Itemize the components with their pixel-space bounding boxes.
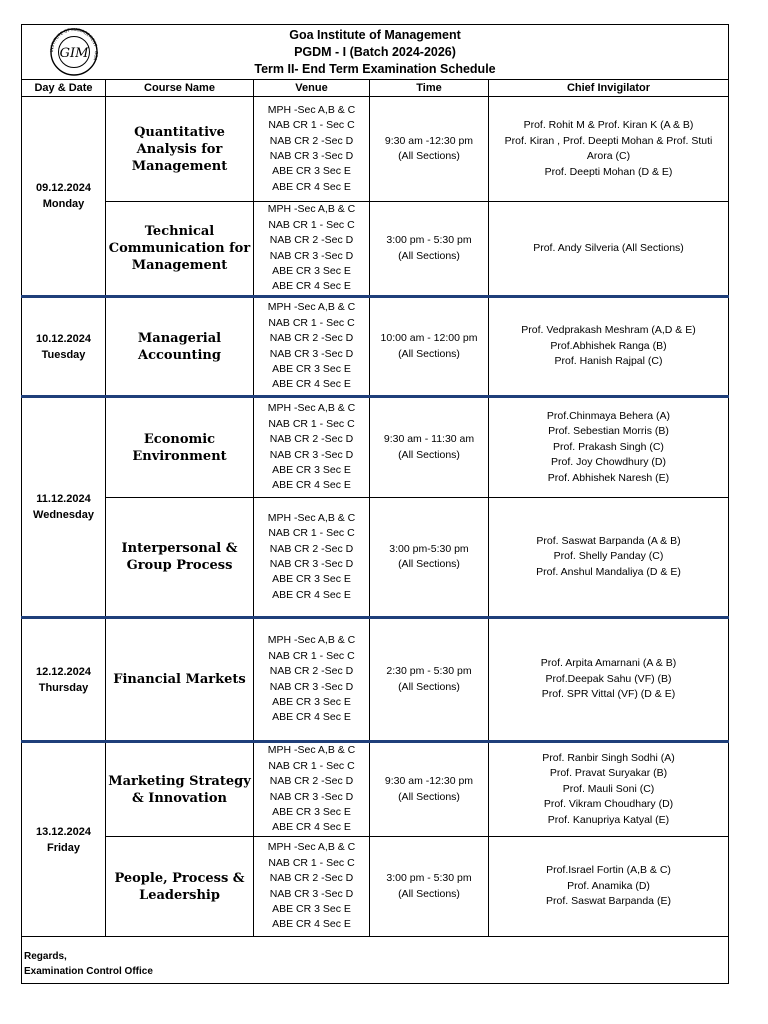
venue-item: NAB CR 2 -Sec D — [269, 332, 354, 345]
course-name: Managerial Accounting — [106, 297, 254, 397]
day-date-cell — [22, 297, 106, 397]
venue-item: NAB CR 3 -Sec D — [269, 887, 354, 900]
invigilator-entry: Prof.Israel Fortin (A,B & C) — [546, 864, 671, 877]
venue-item: ABE CR 4 Sec E — [272, 821, 351, 834]
exam-time: 9:30 am - 11:30 am — [383, 433, 475, 445]
exam-row — [22, 498, 729, 618]
gim-logo-icon — [42, 28, 106, 76]
exam-row — [22, 397, 729, 498]
venue-item: ABE CR 4 Sec E — [272, 711, 351, 724]
col-course-name: Course Name — [106, 80, 254, 97]
day-date-cell — [22, 97, 106, 297]
invigilator-cell — [489, 97, 729, 202]
venue-item: NAB CR 3 -Sec D — [269, 558, 354, 570]
invigilator-entry: Prof. Prakash Singh (C) — [553, 440, 664, 453]
col-chief-invigilator: Chief Invigilator — [489, 80, 729, 97]
invigilator-entry: Prof. Ranbir Singh Sodhi (A) — [542, 751, 675, 764]
venue-item: ABE CR 4 Sec E — [272, 280, 351, 293]
venue-item: MPH -Sec A,B & C — [267, 841, 356, 854]
venue-cell — [254, 742, 370, 837]
venue-cell — [254, 202, 370, 297]
exam-row — [22, 297, 729, 397]
col-day-date: Day & Date — [22, 80, 106, 97]
col-venue: Venue — [254, 80, 370, 97]
invigilator-entry: Prof. Joy Chowdhury (D) — [551, 456, 666, 469]
time-note: (All Sections) — [398, 887, 460, 900]
exam-weekday: Monday — [42, 198, 85, 210]
exam-weekday: Friday — [46, 841, 80, 854]
invigilator-entry: Prof. Rohit M & Prof. Kiran K (A & B) — [523, 119, 694, 131]
time-cell — [370, 837, 489, 937]
venue-item: NAB CR 1 - Sec C — [268, 527, 355, 540]
time-cell — [370, 742, 489, 837]
day-date-cell — [22, 742, 106, 937]
time-note: (All Sections) — [398, 249, 460, 262]
venue-item: ABE CR 3 Sec E — [272, 463, 351, 476]
venue-item: ABE CR 3 Sec E — [272, 165, 351, 178]
invigilator-entry: Prof. Kiran , Prof. Deepti Mohan & Prof. Stuti Arora (C) — [504, 134, 713, 162]
exam-time: 9:30 am -12:30 pm — [384, 134, 474, 147]
exam-date: 11.12.2024 — [36, 493, 91, 505]
invigilator-entry: Prof. Vedprakash Meshram (A,D & E) — [521, 324, 696, 337]
exam-time: 3:00 pm - 5:30 pm — [386, 872, 472, 884]
venue-item: ABE CR 3 Sec E — [272, 362, 351, 375]
document-header — [22, 25, 729, 80]
exam-row — [22, 742, 729, 837]
exam-row — [22, 618, 729, 742]
time-cell — [370, 297, 489, 397]
time-note: (All Sections) — [398, 150, 460, 162]
venue-item: MPH -Sec A,B & C — [267, 301, 356, 314]
time-cell — [370, 202, 489, 297]
time-cell — [370, 97, 489, 202]
exam-date: 13.12.2024 — [35, 825, 92, 838]
invigilator-entry: Prof. Anamika (D) — [567, 879, 650, 892]
course-name: Technical Communication for Management — [106, 202, 254, 297]
logo-ring-text: INSTITUTE OF MANAGEMENT · GOA · — [48, 28, 100, 65]
time-cell — [370, 498, 489, 618]
time-note: (All Sections) — [398, 680, 460, 693]
invigilator-entry: Prof. Deepti Mohan (D & E) — [544, 165, 673, 178]
footer — [22, 937, 729, 984]
col-time: Time — [370, 80, 489, 97]
venue-cell — [254, 618, 370, 742]
venue-item: MPH -Sec A,B & C — [267, 744, 356, 757]
venue-item: ABE CR 3 Sec E — [272, 695, 351, 708]
venue-item: NAB CR 2 -Sec D — [269, 665, 354, 678]
venue-item: NAB CR 1 - Sec C — [268, 417, 355, 430]
course-name: Interpersonal & Group Process — [106, 498, 254, 618]
venue-item: NAB CR 1 - Sec C — [268, 759, 355, 772]
course-name: Quantitative Analysis for Management — [106, 97, 254, 202]
invigilator-cell — [489, 837, 729, 937]
schedule-table — [21, 24, 729, 984]
venue-item: MPH -Sec A,B & C — [267, 103, 356, 116]
time-note: (All Sections) — [398, 790, 460, 803]
venue-item: NAB CR 1 - Sec C — [268, 316, 355, 329]
venue-cell — [254, 498, 370, 618]
time-note: (All Sections) — [398, 347, 460, 360]
venue-item: NAB CR 2 -Sec D — [269, 775, 354, 788]
venue-item: MPH -Sec A,B & C — [267, 634, 356, 647]
invigilator-entry: Prof. Andy Silveria (All Sections) — [533, 241, 684, 254]
time-cell — [370, 397, 489, 498]
invigilator-entry: Prof. Pravat Suryakar (B) — [549, 767, 668, 780]
venue-item: ABE CR 3 Sec E — [272, 805, 351, 818]
venue-item: NAB CR 3 -Sec D — [269, 680, 354, 693]
invigilator-cell — [489, 618, 729, 742]
institute-name: Goa Institute of Management — [289, 27, 461, 42]
venue-item: NAB CR 3 -Sec D — [269, 249, 354, 262]
invigilator-cell — [489, 202, 729, 297]
invigilator-entry: Prof. Anshul Mandaliya (D & E) — [536, 565, 681, 578]
exam-schedule-sheet — [21, 24, 728, 984]
invigilator-entry: Prof. Mauli Soni (C) — [562, 782, 655, 795]
venue-item: NAB CR 2 -Sec D — [269, 872, 354, 885]
regards-text: Regards, — [24, 951, 67, 962]
time-cell — [370, 618, 489, 742]
invigilator-entry: Prof.Chinmaya Behera (A) — [546, 409, 671, 422]
invigilator-cell — [489, 297, 729, 397]
venue-item: NAB CR 3 -Sec D — [269, 347, 354, 360]
exam-weekday: Tuesday — [41, 348, 86, 361]
invigilator-entry: Prof. Kanupriya Katyal (E) — [547, 813, 670, 826]
course-name: Economic Environment — [106, 397, 254, 498]
venue-item: ABE CR 4 Sec E — [272, 918, 351, 931]
venue-cell — [254, 297, 370, 397]
program-name: PGDM - I (Batch 2024-2026) — [294, 44, 456, 59]
venue-item: NAB CR 1 - Sec C — [268, 856, 355, 869]
venue-item: NAB CR 1 - Sec C — [268, 119, 355, 132]
venue-item: MPH -Sec A,B & C — [267, 402, 356, 415]
venue-cell — [254, 97, 370, 202]
column-header-row — [22, 80, 729, 97]
exam-time: 2:30 pm - 5:30 pm — [386, 665, 472, 677]
exam-date: 09.12.2024 — [35, 182, 92, 194]
venue-item: ABE CR 4 Sec E — [272, 180, 351, 193]
course-name: People, Process & Leadership — [106, 837, 254, 937]
invigilator-entry: Prof.Abhishek Ranga (B) — [550, 339, 667, 352]
venue-item: NAB CR 3 -Sec D — [269, 150, 354, 162]
venue-item: ABE CR 4 Sec E — [272, 378, 351, 391]
venue-item: NAB CR 2 -Sec D — [269, 542, 354, 555]
invigilator-entry: Prof. Vikram Choudhary (D) — [543, 798, 674, 811]
office-text: Examination Control Office — [24, 966, 153, 977]
venue-item: ABE CR 3 Sec E — [272, 264, 351, 277]
venue-item: ABE CR 3 Sec E — [272, 573, 351, 586]
venue-cell — [254, 837, 370, 937]
invigilator-entry: Prof. SPR Vittal (VF) (D & E) — [541, 688, 676, 701]
invigilator-entry: Prof. Abhishek Naresh (E) — [547, 471, 670, 484]
exam-time: 9:30 am -12:30 pm — [384, 775, 474, 787]
venue-item: ABE CR 4 Sec E — [272, 588, 351, 601]
invigilator-cell — [489, 742, 729, 837]
exam-weekday: Wednesday — [33, 509, 94, 521]
schedule-title: Term II- End Term Examination Schedule — [254, 61, 496, 76]
venue-item: MPH -Sec A,B & C — [267, 203, 356, 216]
logo-letters: GIM — [59, 46, 89, 61]
exam-date: 10.12.2024 — [35, 332, 92, 345]
venue-item: MPH -Sec A,B & C — [267, 511, 356, 524]
venue-item: NAB CR 1 - Sec C — [268, 649, 355, 662]
exam-date: 12.12.2024 — [35, 665, 92, 678]
venue-item: NAB CR 3 -Sec D — [269, 790, 354, 803]
exam-weekday: Thursday — [38, 681, 89, 694]
time-note: (All Sections) — [398, 448, 460, 461]
invigilator-entry: Prof. Arpita Amarnani (A & B) — [540, 657, 677, 670]
venue-item: NAB CR 3 -Sec D — [269, 448, 354, 461]
invigilator-cell — [489, 498, 729, 618]
exam-time: 10:00 am - 12:00 pm — [380, 332, 478, 344]
invigilator-entry: Prof. Saswat Barpanda (A & B) — [536, 534, 681, 547]
course-name: Financial Markets — [106, 618, 254, 742]
exam-row — [22, 97, 729, 202]
venue-item: ABE CR 4 Sec E — [272, 479, 351, 492]
day-date-cell — [22, 618, 106, 742]
invigilator-entry: Prof. Saswat Barpanda (E) — [546, 895, 671, 908]
invigilator-entry: Prof. Shelly Panday (C) — [553, 550, 664, 563]
invigilator-entry: Prof. Hanish Rajpal (C) — [554, 355, 663, 368]
invigilator-entry: Prof.Deepak Sahu (VF) (B) — [545, 672, 672, 685]
venue-item: ABE CR 3 Sec E — [272, 902, 351, 915]
exam-row — [22, 837, 729, 937]
time-note: (All Sections) — [398, 558, 460, 570]
course-name: Marketing Strategy & Innovation — [106, 742, 254, 837]
invigilator-entry: Prof. Sebestian Morris (B) — [548, 425, 669, 438]
day-date-cell — [22, 397, 106, 618]
exam-time: 3:00 pm - 5:30 pm — [386, 234, 472, 246]
venue-cell — [254, 397, 370, 498]
venue-item: NAB CR 2 -Sec D — [269, 234, 354, 247]
venue-item: NAB CR 2 -Sec D — [269, 134, 354, 147]
exam-time: 3:00 pm-5:30 pm — [389, 542, 469, 555]
invigilator-cell — [489, 397, 729, 498]
venue-item: NAB CR 2 -Sec D — [269, 433, 354, 446]
exam-row — [22, 202, 729, 297]
venue-item: NAB CR 1 - Sec C — [268, 218, 355, 231]
